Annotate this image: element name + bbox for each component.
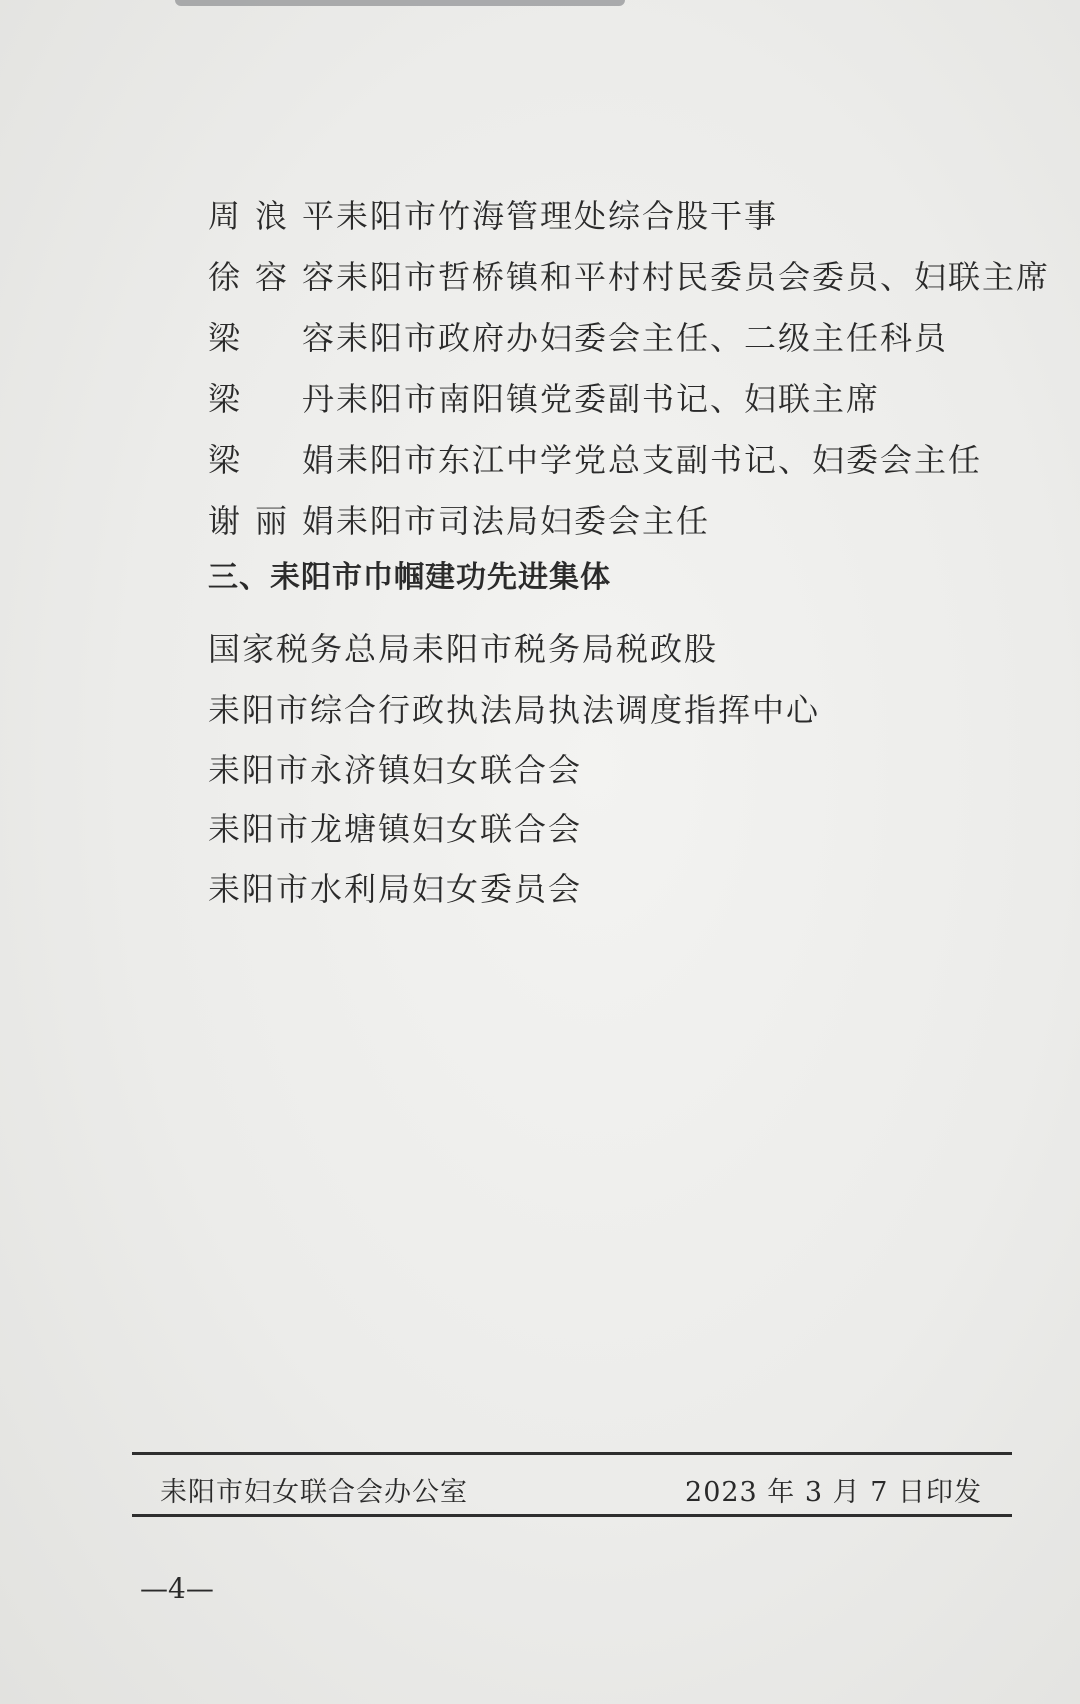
section-heading: 三、耒阳市巾帼建功先进集体 bbox=[208, 560, 611, 595]
page-number: —4— bbox=[140, 1572, 214, 1605]
honoree-entry bbox=[208, 367, 880, 427]
honoree-name: 梁容 bbox=[208, 319, 336, 357]
organization-item: 耒阳市龙塘镇妇女联合会 bbox=[208, 810, 583, 848]
issue-date: 2023 年 3 月 7 日印发 bbox=[685, 1477, 982, 1508]
honoree-title: 耒阳市竹海管理处综合股干事 bbox=[336, 197, 779, 235]
footer-bottom-rule bbox=[132, 1514, 1012, 1517]
organization-item: 耒阳市水利局妇女委员会 bbox=[208, 870, 583, 908]
honoree-name: 梁娟 bbox=[208, 441, 336, 479]
honoree-entry bbox=[208, 428, 982, 488]
honoree-entry bbox=[208, 184, 778, 244]
honoree-title: 耒阳市哲桥镇和平村村民委员会委员、妇联主席 bbox=[336, 258, 1051, 296]
honoree-name: 周浪平 bbox=[208, 197, 336, 235]
page-top-edge bbox=[175, 0, 625, 6]
honoree-name: 徐容容 bbox=[208, 258, 336, 296]
honoree-title: 耒阳市政府办妇委会主任、二级主任科员 bbox=[336, 319, 949, 357]
honoree-title: 耒阳市司法局妇委会主任 bbox=[336, 502, 711, 540]
honoree-name: 谢丽娟 bbox=[208, 502, 336, 540]
organization-item: 耒阳市永济镇妇女联合会 bbox=[208, 751, 583, 789]
honoree-entry bbox=[208, 306, 948, 366]
honoree-title: 耒阳市东江中学党总支副书记、妇委会主任 bbox=[336, 441, 983, 479]
honoree-name: 梁丹 bbox=[208, 380, 336, 418]
honoree-entry bbox=[208, 245, 1050, 305]
footer-top-rule bbox=[132, 1452, 1012, 1455]
organization-item: 国家税务总局耒阳市税务局税政股 bbox=[208, 630, 719, 668]
honoree-entry bbox=[208, 489, 710, 549]
honoree-title: 耒阳市南阳镇党委副书记、妇联主席 bbox=[336, 380, 881, 418]
issuing-office: 耒阳市妇女联合会办公室 bbox=[160, 1477, 468, 1508]
organization-item: 耒阳市综合行政执法局执法调度指挥中心 bbox=[208, 691, 821, 729]
